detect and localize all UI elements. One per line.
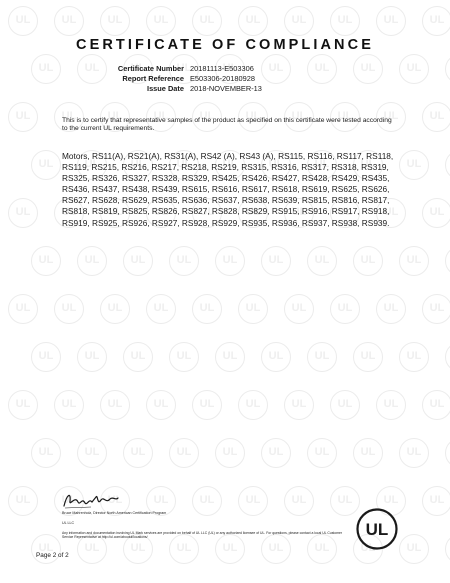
certificate-number-row	[0, 64, 450, 74]
watermark-logo-icon	[330, 390, 360, 420]
watermark-logo-icon	[422, 102, 450, 132]
report-reference-value: E503306-20180928	[190, 74, 255, 83]
watermark-logo-icon	[445, 246, 450, 276]
signer-name: Bruce Mahrenholz, Director North American Certification Program	[62, 511, 167, 515]
watermark-logo-icon	[123, 246, 153, 276]
watermark-logo-icon	[376, 294, 406, 324]
watermark-logo-icon	[54, 390, 84, 420]
watermark-logo-icon	[399, 150, 429, 180]
watermark-logo-icon	[261, 342, 291, 372]
watermark-logo-icon	[399, 534, 429, 564]
watermark-logo-icon	[169, 342, 199, 372]
watermark-logo-icon	[399, 342, 429, 372]
watermark-logo-icon	[100, 294, 130, 324]
watermark-logo-icon	[353, 438, 383, 468]
watermark-logo-icon	[307, 246, 337, 276]
report-reference-row	[0, 74, 450, 84]
certificate-details	[0, 64, 450, 94]
watermark-logo-icon	[238, 390, 268, 420]
watermark-logo-icon	[445, 534, 450, 564]
watermark-logo-icon	[8, 294, 38, 324]
watermark-logo-icon	[284, 6, 314, 36]
watermark-logo-icon	[192, 294, 222, 324]
watermark-logo-icon	[31, 246, 61, 276]
watermark-logo-icon	[238, 486, 268, 516]
watermark-logo-icon	[215, 438, 245, 468]
ul-logo-icon	[356, 508, 398, 550]
product-list: Motors, RS11(A), RS21(A), RS31(A), RS42 (A), RS43 (A), RS115, RS116, RS117, RS118, RS119, RS215, RS216, RS217, RS218, RS219, RS315, RS316, RS317, RS318, RS319, RS325, RS326, RS327, RS328, RS329, RS425, RS426, RS427, RS428, RS429, RS435, RS436, RS437, RS438, RS439, RS615, RS616, RS617, RS618, RS619, RS625, RS626, RS627, RS628, RS629, RS635, RS636, RS637, RS638, RS639, RS815, RS816, RS817, RS818, RS819, RS825, RS826, RS827, RS828, RS829, RS915, RS916, RS917, RS918, RS919, RS925, RS926, RS927, RS928, RS929, RS935, RS936, RS937, RS938, RS939.	[62, 151, 394, 228]
certificate-number-value: 20181113-E503306	[190, 64, 254, 73]
watermark-logo-icon	[123, 342, 153, 372]
watermark-logo-icon	[77, 438, 107, 468]
certification-statement: This is to certify that representative samples of the product as specified on this certificate were tested according to the current UL requirements.	[62, 117, 392, 133]
page-number: Page 2 of 2	[36, 552, 69, 559]
watermark-logo-icon	[284, 390, 314, 420]
issue-date-row	[0, 84, 450, 94]
company-name: UL LLC	[62, 521, 75, 525]
watermark-logo-icon	[261, 438, 291, 468]
watermark-logo-icon	[54, 294, 84, 324]
watermark-logo-icon	[8, 486, 38, 516]
watermark-logo-icon	[353, 246, 383, 276]
watermark-logo-icon	[146, 6, 176, 36]
watermark-logo-icon	[422, 390, 450, 420]
watermark-logo-icon	[146, 390, 176, 420]
watermark-logo-icon	[8, 390, 38, 420]
report-reference-label: Report Reference	[122, 74, 184, 83]
watermark-logo-icon	[169, 438, 199, 468]
watermark-logo-icon	[146, 294, 176, 324]
watermark-logo-icon	[376, 6, 406, 36]
watermark-logo-icon	[31, 342, 61, 372]
watermark-logo-icon	[284, 294, 314, 324]
watermark-logo-icon	[215, 342, 245, 372]
watermark-logo-icon	[31, 534, 61, 564]
watermark-logo-icon	[192, 6, 222, 36]
watermark-logo-icon	[215, 246, 245, 276]
watermark-logo-icon	[376, 390, 406, 420]
watermark-logo-icon	[261, 246, 291, 276]
watermark-logo-icon	[123, 438, 153, 468]
watermark-logo-icon	[445, 438, 450, 468]
watermark-logo-icon	[31, 438, 61, 468]
watermark-logo-icon	[445, 150, 450, 180]
issue-date-label: Issue Date	[147, 84, 184, 93]
watermark-logo-icon	[445, 342, 450, 372]
watermark-logo-icon	[77, 342, 107, 372]
watermark-logo-icon	[169, 246, 199, 276]
watermark-logo-icon	[192, 486, 222, 516]
watermark-logo-icon	[8, 102, 38, 132]
watermark-logo-icon	[330, 294, 360, 324]
watermark-logo-icon	[422, 198, 450, 228]
ul-logo-text: UL	[365, 520, 389, 539]
watermark-logo-icon	[31, 150, 61, 180]
watermark-logo-icon	[8, 198, 38, 228]
issue-date-value: 2018-NOVEMBER-13	[190, 84, 262, 93]
watermark-logo-icon	[422, 486, 450, 516]
watermark-logo-icon	[238, 294, 268, 324]
watermark-logo-icon	[307, 342, 337, 372]
watermark-logo-icon	[422, 294, 450, 324]
certificate-title: CERTIFICATE OF COMPLIANCE	[76, 37, 374, 53]
watermark-logo-icon	[238, 6, 268, 36]
certificate-number-label: Certificate Number	[117, 64, 184, 73]
watermark-logo-icon	[100, 390, 130, 420]
watermark-logo-icon	[399, 246, 429, 276]
watermark-logo-icon	[8, 6, 38, 36]
disclaimer-text: Any information and documentation involving UL Mark services are provided on behalf of UL LLC (UL) or any authorized licensee of UL. For questions, please contact a local UL Customer Service Representative at http://ul.com/aboutul/locations/	[62, 531, 343, 540]
watermark-logo-icon	[330, 6, 360, 36]
watermark-logo-icon	[422, 6, 450, 36]
watermark-logo-icon	[399, 438, 429, 468]
watermark-logo-icon	[100, 6, 130, 36]
watermark-logo-icon	[192, 390, 222, 420]
watermark-logo-icon	[54, 6, 84, 36]
watermark-logo-icon	[77, 246, 107, 276]
watermark-logo-icon	[353, 342, 383, 372]
watermark-logo-icon	[307, 438, 337, 468]
watermark-logo-icon	[284, 486, 314, 516]
signature-image	[61, 489, 121, 511]
